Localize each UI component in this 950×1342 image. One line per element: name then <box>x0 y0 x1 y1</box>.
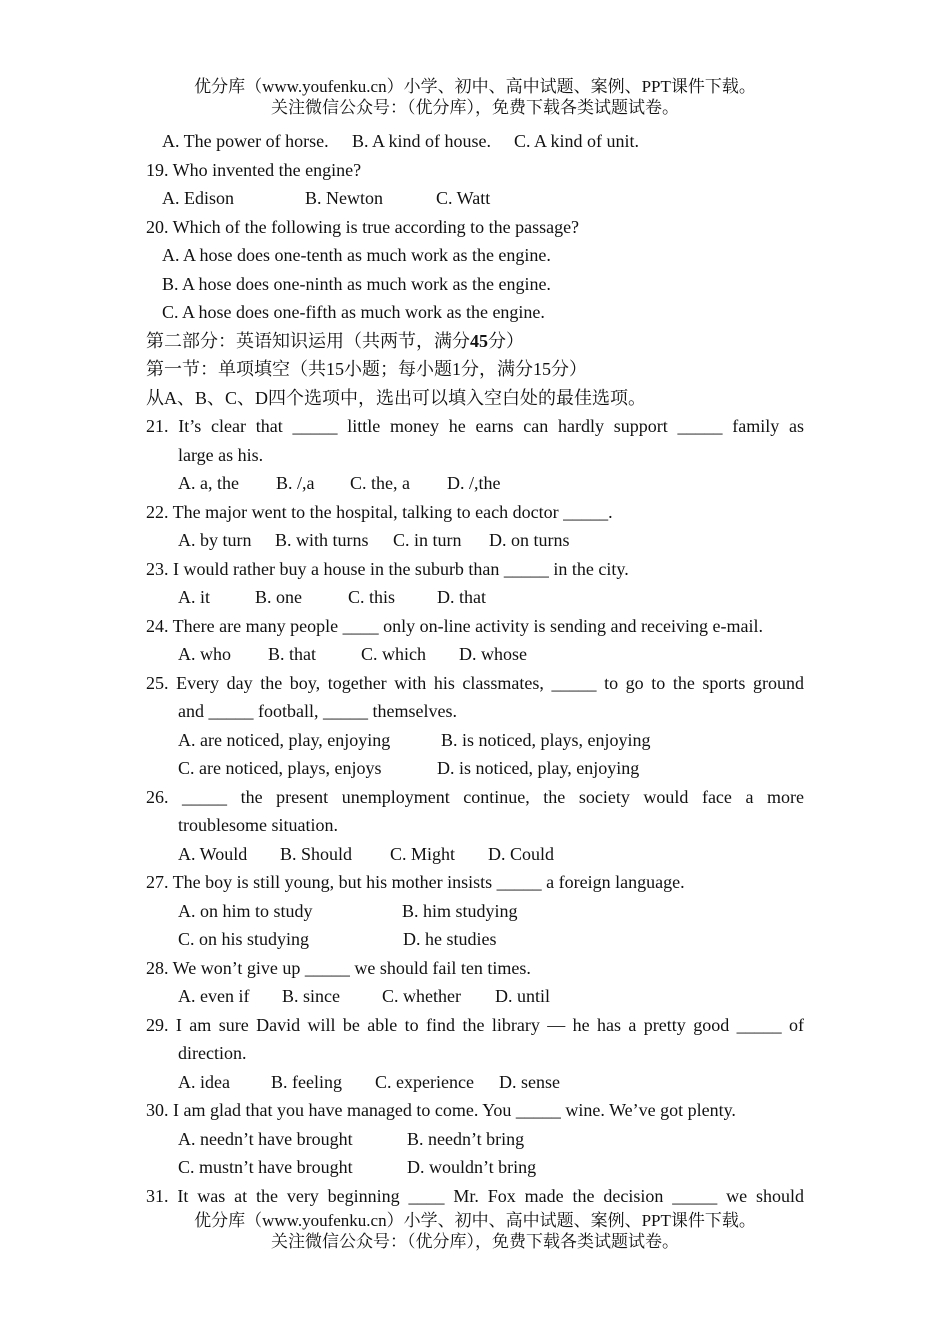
q19-option-a: A. Edison <box>162 188 234 208</box>
q25-options-row1 <box>146 726 804 755</box>
q21-option-c: C. the, a <box>350 473 410 493</box>
q25-option-b: B. is noticed, plays, enjoying <box>441 729 651 750</box>
q22-stem: 22. The major went to the hospital, talking to each doctor _____. <box>146 501 613 522</box>
q27-options-row1 <box>146 897 804 926</box>
q22-option-a: A. by turn <box>178 530 252 550</box>
q28-options <box>146 982 804 1011</box>
q30-option-d: D. wouldn’t bring <box>407 1157 537 1177</box>
q27-stem: 27. The boy is still young, but his mother insists _____ a foreign language. <box>146 872 685 892</box>
q24-options <box>146 640 804 669</box>
q20-option-c: C. A hose does one-fifth as much work as the engine. <box>162 302 545 322</box>
q27-option-d: D. he studies <box>403 929 497 949</box>
q25-option-a: A. are noticed, play, enjoying <box>178 729 391 750</box>
part-title: 第二部分：英语知识运用（共两节，满分45分） <box>146 330 524 351</box>
q30-stem: 30. I am glad that you have managed to come. You _____ wine. We’ve got plenty. <box>146 1100 736 1120</box>
q29-stem: 29. I am sure David will be able to find the library — he has a pretty good _____ of <box>146 1014 804 1035</box>
q18-option-b: B. A kind of house. <box>352 131 492 151</box>
q28-option-d: D. until <box>495 986 551 1006</box>
q29-option-c: C. experience <box>375 1071 474 1092</box>
q23-stem: 23. I would rather buy a house in the suburb than _____ in the city. <box>146 558 629 579</box>
footer-line-1: 优分库（www.youfenku.cn）小学、初中、高中试题、案例、PPT课件下载。 <box>194 1211 756 1230</box>
q25-stem: 25. Every day the boy, together with his classmates, _____ to go to the sports ground <box>146 672 804 693</box>
q18-options <box>146 127 804 156</box>
q22-option-b: B. with turns <box>275 530 369 550</box>
q29-stem-cont: direction. <box>178 1043 247 1063</box>
part-score: 45 <box>470 330 488 351</box>
q26-stem-cont: troublesome situation. <box>178 815 338 835</box>
q22-option-c: C. in turn <box>393 530 462 550</box>
q25-options-row2 <box>146 754 804 783</box>
q24-option-d: D. whose <box>459 644 527 664</box>
page-header <box>0 76 950 118</box>
q26-stem: 26. _____ the present unemployment continue, the society would face a more <box>146 786 804 807</box>
q26-option-c: C. Might <box>390 843 456 864</box>
q30-option-c: C. mustn’t have brought <box>178 1157 353 1177</box>
q26-option-a: A. Would <box>178 843 248 864</box>
header-line-1: 优分库（www.youfenku.cn）小学、初中、高中试题、案例、PPT课件下载。 <box>194 77 756 96</box>
q30-option-b: B. needn’t bring <box>407 1128 525 1149</box>
q26-option-d: D. Could <box>488 843 555 864</box>
q26-options <box>146 840 804 869</box>
q28-option-a: A. even if <box>178 986 250 1006</box>
q28-option-c: C. whether <box>382 986 461 1006</box>
footer-line-2: 关注微信公众号：（优分库），免费下载各类试题试卷。 <box>271 1232 679 1251</box>
q18-option-c: C. A kind of unit. <box>514 131 640 151</box>
q23-option-b: B. one <box>255 587 302 607</box>
q23-option-a: A. it <box>178 587 211 607</box>
q19-stem: 19. Who invented the engine? <box>146 159 362 180</box>
q20-option-b: B. A hose does one-ninth as much work as the engine. <box>162 273 551 294</box>
q25-option-d: D. is noticed, play, enjoying <box>437 758 640 778</box>
q18-option-a: A. The power of horse. <box>162 131 329 151</box>
q23-option-c: C. this <box>348 587 396 607</box>
q20-stem: 20. Which of the following is true according to the passage? <box>146 216 580 237</box>
q20-option-a: A. A hose does one-tenth as much work as the engine. <box>162 245 551 265</box>
q21-options <box>146 469 804 498</box>
q30-options-row1 <box>146 1125 804 1154</box>
q29-options <box>146 1068 804 1097</box>
q19-option-b: B. Newton <box>305 188 383 208</box>
q29-option-b: B. feeling <box>271 1071 342 1092</box>
q21-stem: 21. It’s clear that _____ little money he earns can hardly support _____ family as <box>146 416 804 436</box>
q19-options <box>146 184 804 213</box>
q24-option-a: A. who <box>178 644 231 664</box>
q29-option-d: D. sense <box>499 1071 560 1092</box>
q21-option-a: A. a, the <box>178 473 239 493</box>
q23-option-d: D. that <box>437 587 486 607</box>
q25-option-c: C. are noticed, plays, enjoys <box>178 758 382 778</box>
q21-option-d: D. /,the <box>447 473 501 493</box>
q29-option-a: A. idea <box>178 1071 230 1092</box>
q27-option-b: B. him studying <box>402 900 518 921</box>
q22-option-d: D. on turns <box>489 530 570 550</box>
q30-option-a: A. needn’t have brought <box>178 1128 353 1149</box>
q31-stem: 31. It was at the very beginning ____ Mr. Fox made the decision _____ we should <box>146 1185 804 1206</box>
q24-option-b: B. that <box>268 644 316 664</box>
q26-option-b: B. Should <box>280 843 353 864</box>
q21-stem-cont: large as his. <box>178 444 264 465</box>
q27-options-row2 <box>146 925 804 954</box>
q24-option-c: C. which <box>361 644 426 664</box>
q30-options-row2 <box>146 1153 804 1182</box>
header-line-2: 关注微信公众号：（优分库），免费下载各类试题试卷。 <box>271 98 679 117</box>
q27-option-c: C. on his studying <box>178 929 310 949</box>
q27-option-a: A. on him to study <box>178 900 313 921</box>
q19-option-c: C. Watt <box>436 188 491 208</box>
section-title: 第一节：单项填空（共15小题；每小题1分，满分15分） <box>146 359 587 379</box>
q21-option-b: B. /,a <box>276 473 315 493</box>
q24-stem: 24. There are many people ____ only on-line activity is sending and receiving e-mail. <box>146 615 763 636</box>
exam-body <box>146 127 804 1210</box>
q28-stem: 28. We won’t give up _____ we should fail ten times. <box>146 957 531 978</box>
q25-stem-cont: and _____ football, _____ themselves. <box>178 701 457 721</box>
page-footer <box>0 1210 950 1252</box>
q22-options <box>146 526 804 555</box>
q23-options <box>146 583 804 612</box>
section-instruction: 从A、B、C、D四个选项中，选出可以填入空白处的最佳选项。 <box>146 387 647 408</box>
q28-option-b: B. since <box>282 986 340 1006</box>
